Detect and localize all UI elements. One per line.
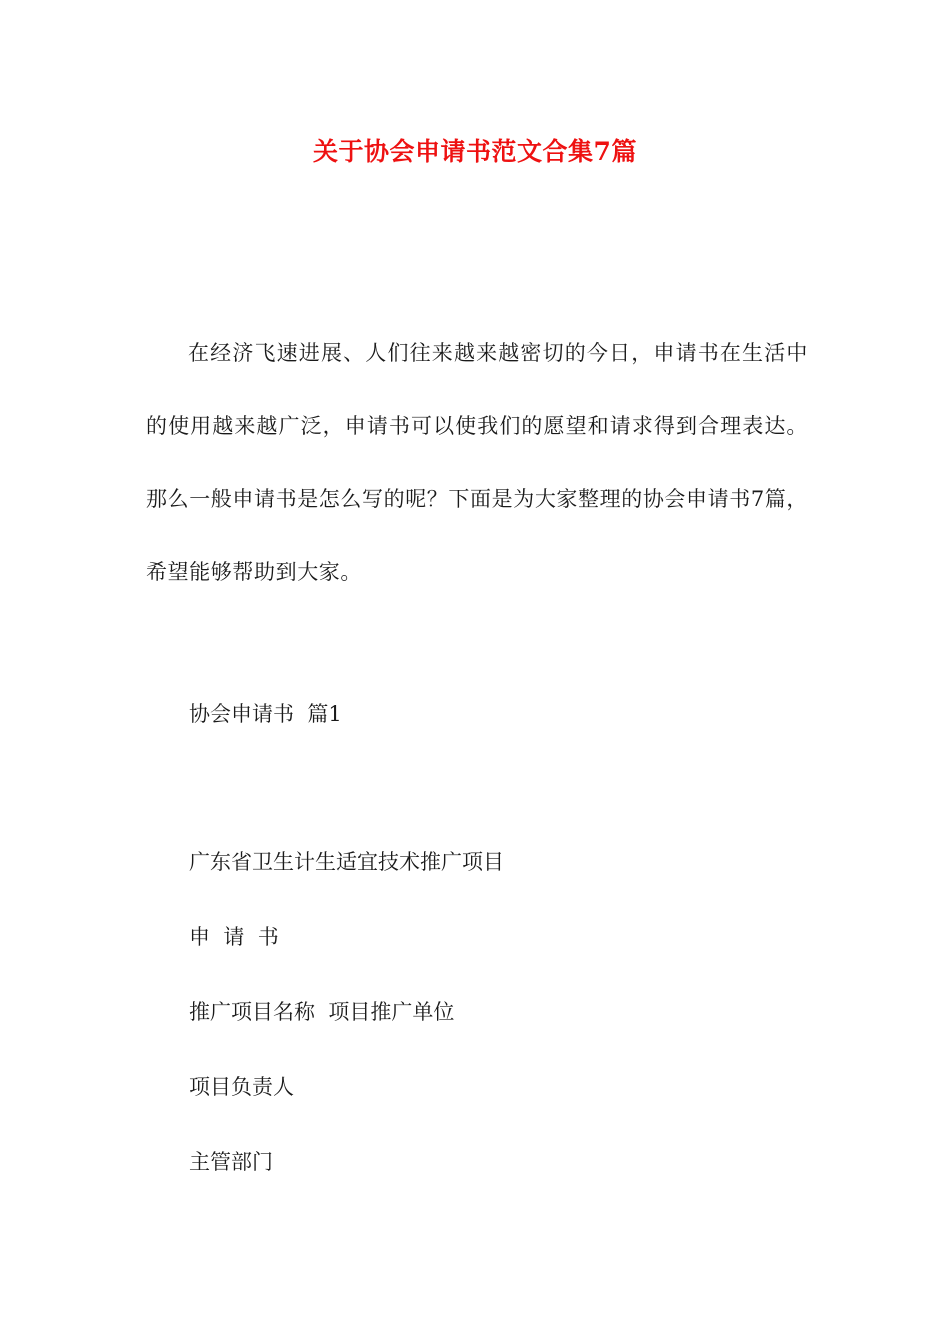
project-program-line: 广东省卫生计生适宜技术推广项目 <box>189 850 504 874</box>
project-name-unit-line: 推广项目名称 项目推广单位 <box>189 1000 455 1024</box>
intro-paragraph: 在经济飞速进展、人们往来越来越密切的今日，申请书在生活中的使用越来越广泛，申请书可以使我们的愿望和请求得到合理表达。那么一般申请书是怎么写的呢？下面是为大家整理的协会申请书7篇，希望能够帮助到大家。 <box>146 341 808 584</box>
section-heading: 协会申请书 篇1 <box>189 702 342 726</box>
document-title: 关于协会申请书范文合集7篇 <box>313 137 637 166</box>
application-form-title: 申 请 书 <box>189 925 279 949</box>
supervising-department-line: 主管部门 <box>189 1150 273 1174</box>
project-leader-line: 项目负责人 <box>189 1075 294 1099</box>
